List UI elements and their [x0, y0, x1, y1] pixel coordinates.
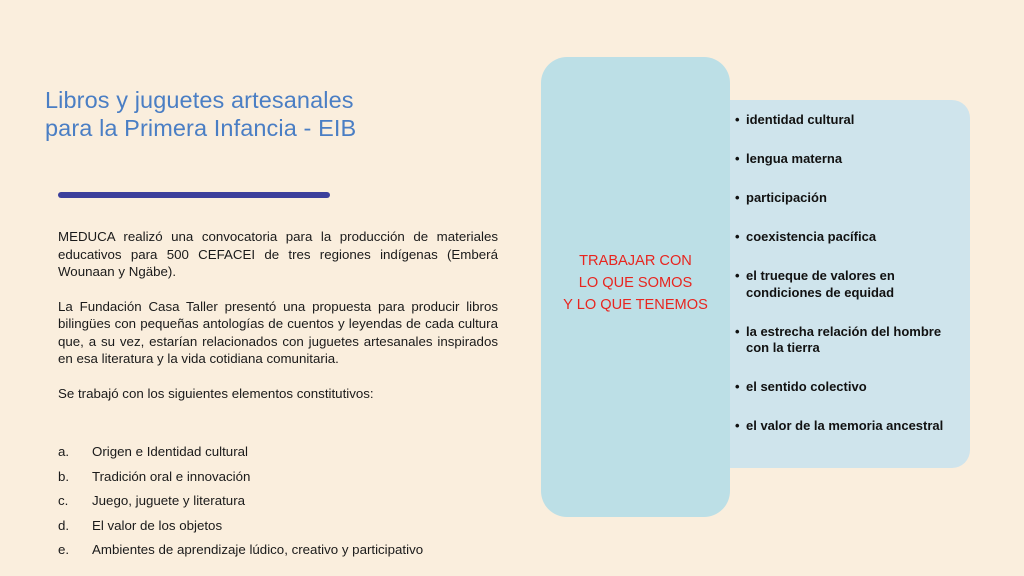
- list-item-label: participación: [746, 190, 827, 205]
- bullet-icon: •: [735, 190, 740, 205]
- list-item: [735, 324, 965, 357]
- bullet-icon: •: [735, 323, 740, 339]
- bullet-icon: •: [735, 151, 740, 166]
- bullet-icon: •: [735, 229, 740, 244]
- bullet-icon: •: [735, 268, 740, 283]
- paragraph-2: La Fundación Casa Taller presentó una propuesta para producir libros bilingües con pequeñas antologías de cuentos y leyendas de cada cultura que, a su vez, estarían relacionados con juguetes artesanales inspirados en esa literatura y la vida cotidiana comunitaria.: [58, 298, 498, 366]
- list-item: [58, 489, 498, 514]
- paragraph-3: Se trabajó con los siguientes elementos constitutivos:: [58, 385, 374, 401]
- list-item-label: coexistencia pacífica: [746, 229, 877, 244]
- title-divider: [58, 192, 330, 198]
- center-statement-line-1: TRABAJAR CON: [579, 253, 692, 269]
- list-item: [58, 440, 498, 465]
- bullet-icon: •: [735, 418, 740, 433]
- list-item-label: el valor de la memoria ancestral: [746, 418, 944, 433]
- list-item-marker: b.: [58, 468, 70, 484]
- list-item-label: El valor de los objetos: [92, 517, 223, 533]
- list-item: [735, 418, 965, 435]
- list-item-label: el sentido colectivo: [746, 379, 867, 394]
- list-item-label: identidad cultural: [746, 112, 855, 127]
- constitutive-elements-list: [58, 440, 498, 563]
- paragraph-1: MEDUCA realizó una convocatoria para la producción de materiales educativos para 500 CEFACEI de tres regiones indígenas (Emberá Wounaan y Ngäbe).: [58, 229, 498, 279]
- list-item-label: Tradición oral e innovación: [92, 468, 251, 484]
- list-item-label: lengua materna: [746, 151, 843, 166]
- list-item: [735, 112, 965, 129]
- list-item-marker: e.: [58, 542, 70, 557]
- center-statement-line-3: Y LO QUE TENEMOS: [563, 297, 708, 313]
- page-title-line-1: Libros y juguetes artesanales: [45, 87, 354, 113]
- list-item: [735, 379, 965, 396]
- list-item: [58, 538, 498, 563]
- center-statement: [541, 250, 730, 316]
- page-title-line-2: para la Primera Infancia - EIB: [45, 115, 357, 141]
- bullet-icon: •: [735, 112, 740, 127]
- list-item-label: Ambientes de aprendizaje lúdico, creativo y participativo: [92, 542, 424, 557]
- list-item-marker: d.: [58, 517, 70, 533]
- list-item-marker: a.: [58, 444, 70, 459]
- list-item: [735, 151, 965, 168]
- bullet-icon: •: [735, 379, 740, 394]
- list-item: [735, 268, 965, 301]
- list-item-label: la estrecha relación del hombre con la tierra: [746, 323, 942, 355]
- center-statement-line-2: LO QUE SOMOS: [578, 275, 693, 291]
- list-item-label: Juego, juguete y literatura: [92, 493, 246, 508]
- list-item: [735, 190, 965, 207]
- list-item: [58, 465, 498, 490]
- values-bullet-list: [735, 112, 965, 457]
- list-item-marker: c.: [58, 493, 69, 508]
- page-title: [45, 86, 515, 142]
- list-item-label: el trueque de valores en condiciones de equidad: [746, 268, 895, 300]
- list-item: [58, 514, 498, 539]
- list-item: [735, 229, 965, 246]
- body-text-block: [58, 228, 498, 416]
- list-item-label: Origen e Identidad cultural: [92, 444, 248, 459]
